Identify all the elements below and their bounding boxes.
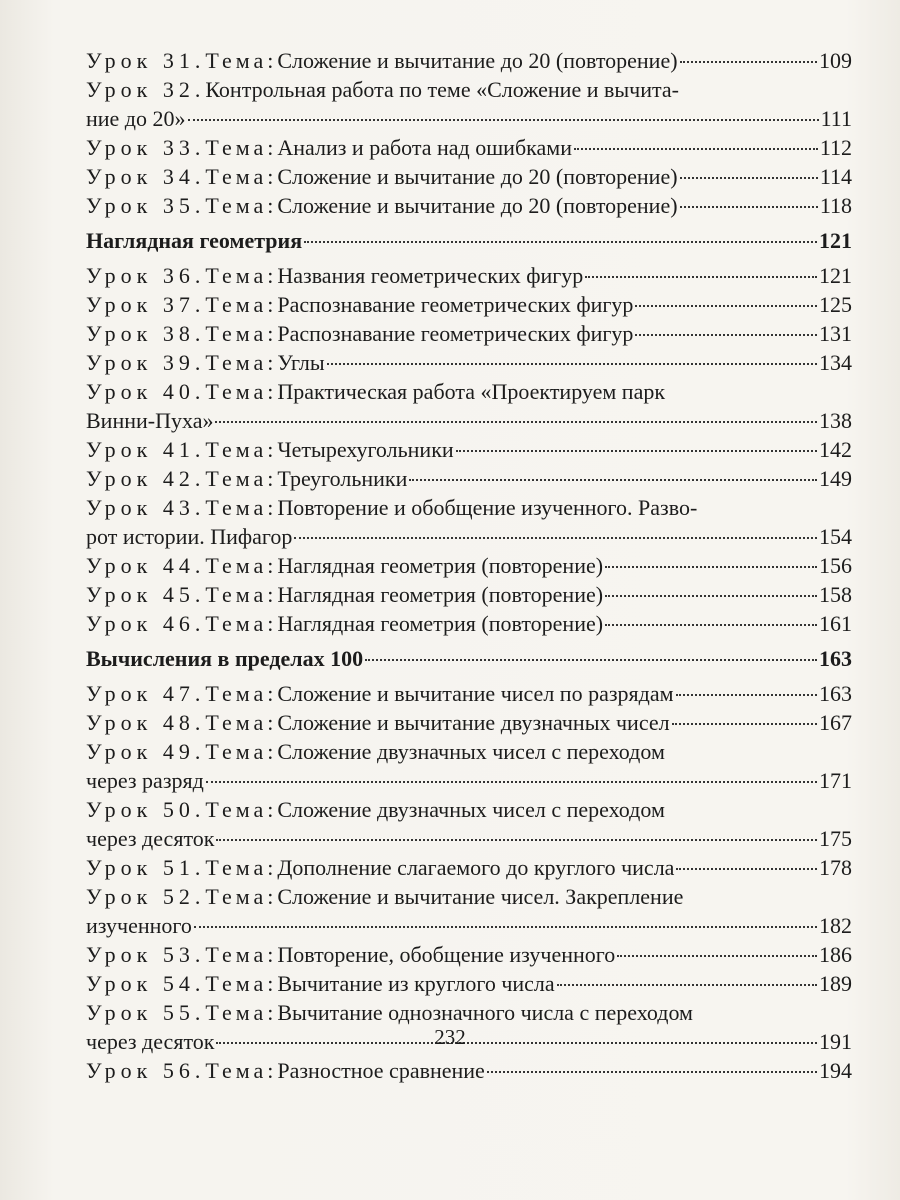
- lesson-number: Урок 38.: [86, 321, 206, 346]
- section-title: Наглядная геометрия: [86, 228, 303, 253]
- entry-title: Сложение и вычитание до 20 (повторение): [277, 193, 678, 218]
- lesson-number: Урок 44.: [86, 553, 206, 578]
- toc-entry-line: [86, 911, 852, 940]
- toc-entry: [86, 261, 852, 290]
- entry-title: Распознавание геометрических фигур: [277, 292, 634, 317]
- toc-entry: [86, 435, 852, 464]
- dot-leader: [487, 1071, 817, 1073]
- toc-entry: [86, 969, 852, 998]
- dot-leader: [557, 984, 817, 986]
- entry-title: Контрольная работа по теме «Сложение и вычита-: [205, 77, 679, 102]
- page-ref: 134: [819, 350, 852, 375]
- toc-entry-line: [86, 679, 852, 708]
- entry-title-continuation: Винни-Пуха»: [86, 408, 214, 433]
- toc-entry-line: [86, 348, 852, 377]
- page-ref: 163: [819, 646, 852, 671]
- page-ref: 163: [819, 681, 852, 706]
- page-ref: 191: [819, 1029, 852, 1054]
- topic-label: Тема:: [205, 855, 278, 880]
- toc-entry: [86, 551, 852, 580]
- dot-leader: [215, 421, 817, 423]
- toc-section: [86, 644, 852, 673]
- topic-label: Тема:: [205, 1000, 278, 1025]
- toc-entry: [86, 679, 852, 708]
- page-ref: 194: [819, 1058, 852, 1083]
- table-of-contents: [86, 46, 852, 1085]
- toc-section: [86, 226, 852, 255]
- lesson-number: Урок 40.: [86, 379, 206, 404]
- page-ref: 167: [819, 710, 852, 735]
- entry-title-continuation: через десяток: [86, 1029, 215, 1054]
- toc-entry-line: [86, 551, 852, 580]
- toc-entry: [86, 1056, 852, 1085]
- entry-title-continuation: изученного: [86, 913, 192, 938]
- toc-entry-line: [86, 708, 852, 737]
- page-ref: 121: [819, 228, 852, 253]
- toc-entry-line: [86, 133, 852, 162]
- toc-entry-line: [86, 261, 852, 290]
- topic-label: Тема:: [205, 553, 278, 578]
- topic-label: Тема:: [205, 611, 278, 636]
- toc-entry: [86, 737, 852, 795]
- dot-leader: [635, 334, 817, 336]
- page-ref: 158: [819, 582, 852, 607]
- topic-label: Тема:: [205, 48, 278, 73]
- entry-title: Наглядная геометрия (повторение): [277, 553, 604, 578]
- topic-label: Тема:: [205, 495, 278, 520]
- lesson-number: Урок 55.: [86, 1000, 206, 1025]
- toc-entry-line: [86, 75, 852, 104]
- lesson-number: Урок 35.: [86, 193, 206, 218]
- dot-leader: [635, 305, 817, 307]
- lesson-number: Урок 39.: [86, 350, 206, 375]
- page-ref: 175: [819, 826, 852, 851]
- lesson-number: Урок 43.: [86, 495, 206, 520]
- toc-entry: [86, 795, 852, 853]
- lesson-number: Урок 53.: [86, 942, 206, 967]
- entry-title: Треугольники: [277, 466, 408, 491]
- toc-entry: [86, 940, 852, 969]
- toc-entry-line: [86, 226, 852, 255]
- dot-leader: [188, 119, 819, 121]
- dot-leader: [605, 595, 817, 597]
- lesson-number: Урок 52.: [86, 884, 206, 909]
- toc-entry-line: [86, 104, 852, 133]
- dot-leader: [605, 624, 817, 626]
- topic-label: Тема:: [205, 193, 278, 218]
- toc-entry-line: [86, 290, 852, 319]
- entry-title: Наглядная геометрия (повторение): [277, 611, 604, 636]
- dot-leader: [294, 537, 817, 539]
- entry-title: Углы: [277, 350, 325, 375]
- entry-title: Сложение и вычитание чисел по разрядам: [277, 681, 674, 706]
- lesson-number: Урок 56.: [86, 1058, 206, 1083]
- dot-leader: [676, 694, 817, 696]
- toc-entry: [86, 319, 852, 348]
- toc-entry: [86, 133, 852, 162]
- page-ref: 118: [819, 193, 852, 218]
- dot-leader: [216, 839, 817, 841]
- lesson-number: Урок 54.: [86, 971, 206, 996]
- dot-leader: [456, 450, 817, 452]
- lesson-number: Урок 47.: [86, 681, 206, 706]
- dot-leader: [327, 363, 817, 365]
- page-ref: 125: [819, 292, 852, 317]
- toc-entry: [86, 853, 852, 882]
- entry-title: Сложение и вычитание до 20 (повторение): [277, 48, 678, 73]
- toc-entry-line: [86, 580, 852, 609]
- dot-leader: [680, 177, 818, 179]
- page-number: 232: [434, 1025, 466, 1049]
- page-ref: 149: [819, 466, 852, 491]
- toc-entry-line: [86, 377, 852, 406]
- dot-leader: [194, 926, 817, 928]
- toc-entry-line: [86, 435, 852, 464]
- topic-label: Тема:: [205, 350, 278, 375]
- lesson-number: Урок 51.: [86, 855, 206, 880]
- entry-title: Сложение и вычитание двузначных чисел: [277, 710, 670, 735]
- topic-label: Тема:: [205, 1058, 278, 1083]
- entry-title-continuation: ние до 20»: [86, 106, 186, 131]
- page-ref: 142: [819, 437, 852, 462]
- entry-title: Вычитание однозначного числа с переходом: [277, 1000, 693, 1025]
- entry-title-continuation: рот истории. Пифагор: [86, 524, 293, 549]
- dot-leader: [672, 723, 817, 725]
- section-title: Вычисления в пределах 100: [86, 646, 364, 671]
- lesson-number: Урок 36.: [86, 263, 206, 288]
- page-ref: 111: [820, 106, 852, 131]
- entry-title: Распознавание геометрических фигур: [277, 321, 634, 346]
- lesson-number: Урок 49.: [86, 739, 206, 764]
- dot-leader: [365, 659, 817, 661]
- page-ref: 114: [819, 164, 852, 189]
- toc-entry-line: [86, 162, 852, 191]
- topic-label: Тема:: [205, 292, 278, 317]
- entry-title: Практическая работа «Проектируем парк: [277, 379, 666, 404]
- toc-entry-line: [86, 522, 852, 551]
- toc-entry-line: [86, 406, 852, 435]
- entry-title: Дополнение слагаемого до круглого числа: [277, 855, 675, 880]
- entry-title: Вычитание из круглого числа: [277, 971, 555, 996]
- toc-entry-line: [86, 191, 852, 220]
- page-ref: 161: [819, 611, 852, 636]
- toc-entry: [86, 377, 852, 435]
- page-ref: 156: [819, 553, 852, 578]
- toc-entry-line: [86, 493, 852, 522]
- lesson-number: Урок 48.: [86, 710, 206, 735]
- toc-entry: [86, 609, 852, 638]
- toc-entry: [86, 290, 852, 319]
- lesson-number: Урок 45.: [86, 582, 206, 607]
- toc-entry-line: [86, 464, 852, 493]
- page-ref: 171: [819, 768, 852, 793]
- dot-leader: [680, 61, 817, 63]
- lesson-number: Урок 37.: [86, 292, 206, 317]
- toc-entry: [86, 162, 852, 191]
- toc-entry-line: [86, 853, 852, 882]
- topic-label: Тема:: [205, 942, 278, 967]
- entry-title: Анализ и работа над ошибками: [277, 135, 572, 160]
- toc-entry-line: [86, 998, 852, 1027]
- toc-entry: [86, 348, 852, 377]
- dot-leader: [680, 206, 818, 208]
- page-ref: 112: [819, 135, 852, 160]
- lesson-number: Урок 46.: [86, 611, 206, 636]
- page-ref: 131: [819, 321, 852, 346]
- toc-entry-line: [86, 644, 852, 673]
- topic-label: Тема:: [205, 379, 278, 404]
- page-ref: 182: [819, 913, 852, 938]
- topic-label: Тема:: [205, 466, 278, 491]
- toc-entry-line: [86, 766, 852, 795]
- toc-entry-line: [86, 795, 852, 824]
- entry-title: Четырехугольники: [277, 437, 454, 462]
- dot-leader: [409, 479, 817, 481]
- lesson-number: Урок 42.: [86, 466, 206, 491]
- page-ref: 138: [819, 408, 852, 433]
- lesson-number: Урок 33.: [86, 135, 206, 160]
- page-ref: 189: [819, 971, 852, 996]
- toc-entry: [86, 580, 852, 609]
- dot-leader: [304, 241, 817, 243]
- entry-title: Повторение, обобщение изученного: [277, 942, 616, 967]
- topic-label: Тема:: [205, 797, 278, 822]
- toc-entry-line: [86, 940, 852, 969]
- toc-entry-line: [86, 737, 852, 766]
- toc-entry: [86, 75, 852, 133]
- dot-leader: [206, 781, 817, 783]
- entry-title: Разностное сравнение: [277, 1058, 485, 1083]
- lesson-number: Урок 41.: [86, 437, 206, 462]
- dot-leader: [585, 276, 817, 278]
- entry-title: Сложение двузначных чисел с переходом: [277, 797, 665, 822]
- dot-leader: [676, 868, 817, 870]
- toc-entry-line: [86, 969, 852, 998]
- topic-label: Тема:: [205, 437, 278, 462]
- toc-entry: [86, 493, 852, 551]
- topic-label: Тема:: [205, 710, 278, 735]
- topic-label: Тема:: [205, 971, 278, 996]
- lesson-number: Урок 34.: [86, 164, 206, 189]
- toc-entry-line: [86, 46, 852, 75]
- dot-leader: [605, 566, 817, 568]
- toc-entry: [86, 46, 852, 75]
- page-ref: 186: [819, 942, 852, 967]
- dot-leader: [574, 148, 818, 150]
- toc-entry: [86, 191, 852, 220]
- toc-entry-line: [86, 609, 852, 638]
- topic-label: Тема:: [205, 135, 278, 160]
- topic-label: Тема:: [205, 884, 278, 909]
- page-ref: 121: [819, 263, 852, 288]
- lesson-number: Урок 31.: [86, 48, 206, 73]
- toc-entry: [86, 882, 852, 940]
- page-ref: 154: [819, 524, 852, 549]
- entry-title: Сложение и вычитание до 20 (повторение): [277, 164, 678, 189]
- toc-entry-line: [86, 1056, 852, 1085]
- entry-title: Наглядная геометрия (повторение): [277, 582, 604, 607]
- toc-entry: [86, 464, 852, 493]
- topic-label: Тема:: [205, 681, 278, 706]
- entry-title: Названия геометрических фигур: [277, 263, 584, 288]
- toc-entry-line: [86, 824, 852, 853]
- topic-label: Тема:: [205, 739, 278, 764]
- entry-title-continuation: через десяток: [86, 826, 215, 851]
- entry-title-continuation: через разряд: [86, 768, 204, 793]
- topic-label: Тема:: [205, 321, 278, 346]
- lesson-number: Урок 32.: [86, 77, 206, 102]
- page-ref: 178: [819, 855, 852, 880]
- entry-title: Сложение и вычитание чисел. Закрепление: [277, 884, 684, 909]
- topic-label: Тема:: [205, 263, 278, 288]
- dot-leader: [617, 955, 817, 957]
- topic-label: Тема:: [205, 164, 278, 189]
- topic-label: Тема:: [205, 582, 278, 607]
- entry-title: Повторение и обобщение изученного. Разво-: [277, 495, 698, 520]
- page-ref: 109: [819, 48, 852, 73]
- entry-title: Сложение двузначных чисел с переходом: [277, 739, 665, 764]
- toc-entry: [86, 708, 852, 737]
- lesson-number: Урок 50.: [86, 797, 206, 822]
- toc-entry-line: [86, 882, 852, 911]
- toc-entry-line: [86, 319, 852, 348]
